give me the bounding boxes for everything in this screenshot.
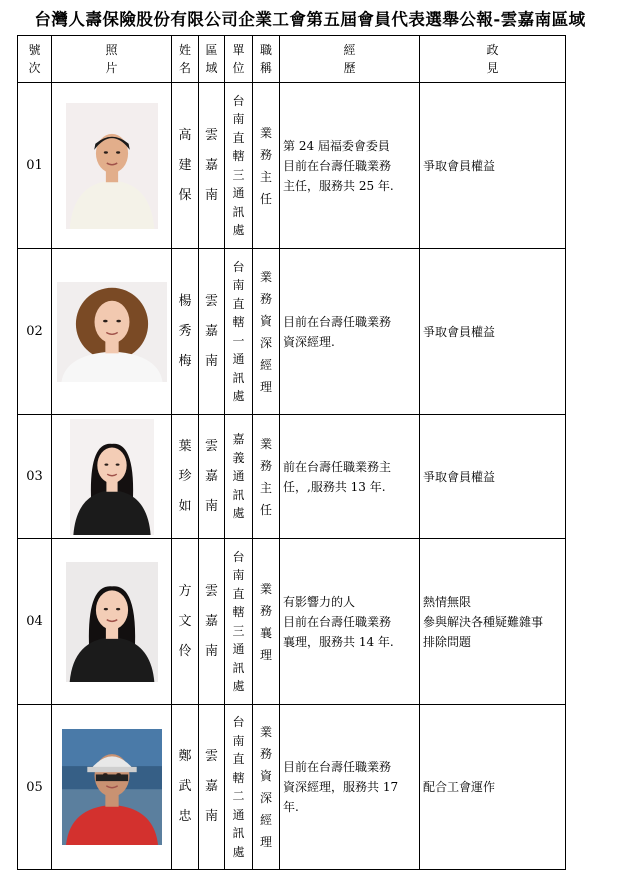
candidate-job-title-char: 經	[259, 357, 272, 372]
candidate-name-char: 伶	[178, 643, 192, 659]
candidate-unit-char: 直	[232, 752, 245, 766]
candidate-job-title-char: 理	[259, 647, 272, 662]
experience-line: 任，,服務共 13 年.	[283, 479, 386, 494]
candidate-table	[17, 35, 566, 870]
candidate-job-title-char: 資	[259, 769, 272, 783]
candidate-number: 04	[18, 539, 52, 705]
table-row	[18, 415, 566, 539]
candidate-job-title-char: 業	[259, 269, 272, 284]
candidate-region-char: 雲	[204, 127, 218, 143]
candidate-job-title-char: 經	[259, 813, 272, 827]
candidate-name-char: 方	[178, 583, 192, 599]
experience-line: 第 24 屆福委會委員	[283, 138, 390, 153]
candidate-unit-char: 轄	[232, 315, 245, 329]
header-experience: 經 歷	[280, 36, 420, 83]
header-job: 職 稱	[253, 36, 280, 83]
candidate-name-char: 如	[178, 498, 192, 514]
experience-line: 資深經理.	[283, 334, 335, 349]
header-policy: 政 見	[420, 36, 566, 83]
candidate-unit-char: 轄	[232, 770, 245, 785]
candidate-job-title	[253, 705, 280, 870]
candidate-name-char: 文	[178, 613, 192, 629]
candidate-name	[172, 539, 199, 705]
candidate-unit-char: 訊	[232, 826, 245, 840]
candidate-job-title-char: 主	[259, 480, 272, 495]
candidate-region-char: 雲	[204, 293, 218, 309]
candidate-photo	[62, 729, 162, 845]
candidate-job-title-char: 任	[259, 191, 272, 206]
candidate-region-char: 雲	[204, 583, 218, 599]
candidate-number: 02	[18, 249, 52, 415]
header-unit: 單 位	[225, 36, 253, 83]
candidate-unit	[225, 705, 253, 870]
experience-line: 資深經理，服務共 17	[283, 780, 399, 794]
candidate-name	[172, 249, 199, 415]
header-region: 區 域	[199, 36, 225, 83]
candidate-number: 01	[18, 83, 52, 249]
candidate-unit-char: 通	[232, 642, 245, 656]
candidate-job-title-char: 主	[259, 169, 272, 184]
candidate-unit-char: 處	[232, 506, 245, 521]
candidate-unit	[225, 249, 253, 415]
policy-line: 參與解決各種疑難雜事	[423, 614, 544, 629]
candidate-name-char: 鄭	[178, 749, 192, 764]
candidate-photo-cell	[52, 415, 172, 539]
candidate-unit-char: 訊	[232, 487, 245, 502]
candidate-unit-char: 處	[232, 223, 245, 237]
candidate-unit-char: 南	[232, 733, 245, 748]
candidate-job-title-char: 務	[259, 747, 272, 761]
candidate-photo	[66, 103, 158, 229]
candidate-region-char: 南	[204, 353, 218, 369]
header-num: 號 次	[18, 36, 52, 83]
candidate-unit-char: 通	[232, 469, 245, 484]
candidate-number: 03	[18, 415, 52, 539]
candidate-unit-char: 台	[232, 715, 245, 729]
candidate-unit-char: 訊	[232, 204, 245, 219]
candidate-unit-char: 處	[232, 844, 245, 859]
candidate-job-title-char: 資	[259, 313, 272, 328]
candidate-policy	[420, 415, 566, 539]
policy-line: 配合工會運作	[423, 780, 496, 794]
policy-line: 排除問題	[423, 634, 472, 649]
candidate-region	[199, 705, 225, 870]
candidate-region-char: 南	[204, 187, 218, 203]
candidate-region-char: 南	[204, 643, 218, 659]
candidate-name-char: 珍	[178, 468, 192, 484]
candidate-region-char: 嘉	[204, 613, 218, 629]
candidate-unit-char: 訊	[232, 370, 245, 385]
header-row	[18, 36, 566, 83]
candidate-name-char: 保	[178, 187, 192, 203]
candidate-policy	[420, 249, 566, 415]
candidate-unit-char: 嘉	[232, 432, 245, 447]
candidate-unit	[225, 415, 253, 539]
candidate-region-char: 嘉	[204, 323, 218, 339]
table-row	[18, 83, 566, 249]
experience-line: 主任，服務共 25 年.	[283, 178, 394, 193]
candidate-region	[199, 415, 225, 539]
candidate-photo	[57, 282, 167, 382]
candidate-experience	[280, 249, 420, 415]
candidate-unit-char: 訊	[232, 660, 245, 675]
candidate-job-title-char: 深	[259, 335, 272, 350]
candidate-unit-char: 三	[232, 623, 245, 638]
candidate-name-char: 建	[178, 157, 192, 173]
candidate-region-char: 南	[204, 498, 218, 514]
page-title: 台灣人壽保險股份有限公司企業工會第五屆會員代表選舉公報-雲嘉南區域	[34, 10, 586, 29]
candidate-job-title-char: 理	[259, 379, 272, 394]
candidate-name-char: 葉	[178, 438, 192, 454]
candidate-unit-char: 直	[232, 296, 245, 311]
candidate-experience	[280, 705, 420, 870]
candidate-unit-char: 義	[232, 450, 245, 465]
candidate-name-char: 高	[178, 127, 192, 143]
candidate-photo-cell	[52, 249, 172, 415]
candidate-job-title-char: 任	[259, 502, 272, 517]
candidate-unit-char: 處	[232, 389, 245, 403]
candidate-name-char: 忠	[178, 809, 192, 824]
candidate-unit-char: 台	[232, 259, 245, 274]
candidate-job-title-char: 理	[259, 835, 272, 849]
candidate-policy	[420, 539, 566, 705]
candidate-unit-char: 通	[232, 807, 245, 822]
candidate-photo	[66, 562, 158, 682]
candidate-unit-char: 南	[232, 568, 245, 582]
policy-line: 熱情無限	[423, 594, 472, 609]
candidate-job-title-char: 務	[259, 458, 272, 473]
candidate-region-char: 嘉	[204, 157, 218, 173]
candidate-number: 05	[18, 705, 52, 870]
candidate-name	[172, 705, 199, 870]
experience-line: 有影響力的人	[283, 594, 356, 609]
candidate-job-title-char: 務	[259, 603, 272, 618]
candidate-region	[199, 83, 225, 249]
table-row	[18, 539, 566, 705]
table-row	[18, 705, 566, 870]
candidate-unit-char: 轄	[232, 149, 245, 163]
candidate-job-title	[253, 249, 280, 415]
candidate-unit-char: 通	[232, 186, 245, 200]
candidate-photo-cell	[52, 83, 172, 249]
candidate-unit	[225, 539, 253, 705]
candidate-region-char: 雲	[204, 438, 218, 454]
candidate-job-title-char: 業	[259, 725, 272, 739]
candidate-job-title	[253, 539, 280, 705]
candidate-job-title-char: 襄	[259, 625, 272, 640]
candidate-job-title-char: 務	[259, 147, 272, 162]
candidate-unit-char: 直	[232, 586, 245, 601]
candidate-region-char: 雲	[204, 749, 218, 764]
experience-line: 前在台壽任職業務主	[283, 459, 392, 474]
experience-line: 目前在台壽任職業務	[283, 158, 392, 173]
candidate-experience	[280, 539, 420, 705]
candidate-unit-char: 二	[232, 789, 245, 803]
experience-line: 目前在台壽任職業務	[283, 314, 392, 329]
candidate-job-title-char: 務	[259, 291, 272, 306]
candidate-name-char: 梅	[178, 353, 192, 369]
candidate-policy	[420, 705, 566, 870]
candidate-unit-char: 轄	[232, 605, 245, 619]
candidate-job-title	[253, 415, 280, 539]
experience-line: 目前在台壽任職業務	[283, 760, 392, 774]
experience-line: 年.	[283, 800, 299, 814]
candidate-unit-char: 處	[232, 679, 245, 693]
table-row	[18, 249, 566, 415]
candidate-experience	[280, 415, 420, 539]
candidate-unit-char: 台	[232, 93, 245, 108]
header-name: 姓 名	[172, 36, 199, 83]
policy-line: 爭取會員權益	[423, 469, 496, 484]
candidate-name	[172, 83, 199, 249]
header-photo: 照 片	[52, 36, 172, 83]
candidate-unit-char: 一	[232, 333, 245, 348]
candidate-policy	[420, 83, 566, 249]
candidate-region-char: 嘉	[204, 468, 218, 484]
candidate-name	[172, 415, 199, 539]
candidate-unit-char: 直	[232, 130, 245, 145]
experience-line: 襄理，服務共 14 年.	[283, 634, 394, 649]
candidate-photo	[70, 419, 154, 535]
candidate-photo-cell	[52, 705, 172, 870]
candidate-name-char: 楊	[178, 293, 192, 309]
candidate-photo-cell	[52, 539, 172, 705]
policy-line: 爭取會員權益	[423, 324, 496, 339]
candidate-region-char: 南	[204, 809, 218, 824]
candidate-unit-char: 南	[232, 278, 245, 292]
candidate-unit-char: 台	[232, 549, 245, 564]
policy-line: 爭取會員權益	[423, 158, 496, 173]
candidate-job-title	[253, 83, 280, 249]
candidate-job-title-char: 深	[259, 791, 272, 805]
candidate-unit-char: 南	[232, 112, 245, 126]
candidate-name-char: 武	[178, 779, 192, 794]
candidate-region	[199, 249, 225, 415]
candidate-job-title-char: 業	[259, 125, 272, 140]
candidate-unit	[225, 83, 253, 249]
candidate-job-title-char: 業	[259, 436, 272, 451]
candidate-region	[199, 539, 225, 705]
candidate-region-char: 嘉	[204, 779, 218, 794]
experience-line: 目前在台壽任職業務	[283, 614, 392, 629]
candidate-unit-char: 通	[232, 352, 245, 366]
candidate-experience	[280, 83, 420, 249]
candidate-job-title-char: 業	[259, 581, 272, 596]
candidate-unit-char: 三	[232, 167, 245, 182]
candidate-name-char: 秀	[178, 323, 192, 339]
